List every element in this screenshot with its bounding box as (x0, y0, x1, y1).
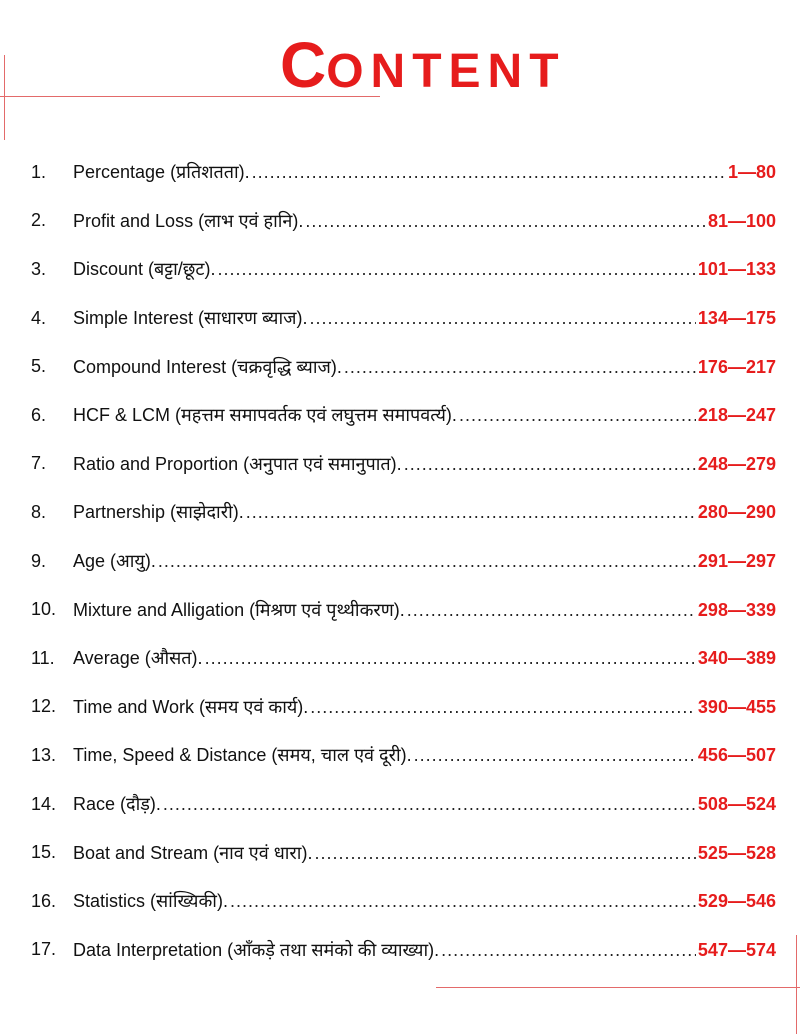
entry-title: Time, Speed & Distance (समय, चाल एवं दूरी). (73, 745, 412, 766)
entry-page-range: 101—133 (697, 259, 776, 280)
toc-entry[interactable] (0, 148, 800, 197)
dot-leader (309, 308, 695, 329)
entry-number: 2. (31, 210, 47, 231)
entry-title: Partnership (साझेदारी). (73, 502, 244, 523)
entry-title: Average (औसत). (73, 648, 203, 669)
entry-title: Percentage (प्रतिशतता). (73, 162, 250, 183)
dot-leader (314, 843, 695, 864)
toc-entry[interactable] (0, 391, 800, 440)
entry-page-range: 218—247 (697, 405, 776, 426)
dot-leader (344, 357, 696, 378)
title-initial: C (280, 29, 327, 101)
toc-entry[interactable] (0, 342, 800, 391)
dot-leader (459, 405, 696, 426)
entry-number: 15. (31, 842, 57, 863)
entry-number: 6. (31, 404, 47, 425)
entry-page-range: 1—80 (727, 162, 776, 183)
toc-entry[interactable] (0, 877, 800, 926)
entry-title: Ratio and Proportion (अनुपात एवं समानुपात). (73, 453, 402, 474)
entry-page-range: 547—574 (697, 939, 776, 960)
dot-leader (163, 794, 696, 815)
entry-number: 8. (31, 501, 47, 522)
toc-entry[interactable] (0, 585, 800, 634)
entry-number: 16. (31, 890, 57, 911)
entry-number: 7. (31, 453, 47, 474)
entry-title: Time and Work (समय एवं कार्य). (73, 696, 309, 717)
toc-entry[interactable] (0, 683, 800, 732)
entry-title: Boat and Stream (नाव एवं धारा). (73, 842, 313, 863)
entry-title: Simple Interest (साधारण ब्याज). (73, 308, 308, 329)
table-of-contents (0, 148, 800, 974)
entry-number: 3. (31, 258, 47, 279)
title-rest: ONTENT (326, 45, 566, 98)
entry-title: Profit and Loss (लाभ एवं हानि). (73, 210, 304, 231)
entry-page-range: 390—455 (697, 696, 776, 717)
toc-entry[interactable] (0, 245, 800, 294)
entry-number: 9. (31, 550, 47, 571)
entry-number: 12. (31, 696, 57, 717)
entry-number: 17. (31, 939, 57, 960)
toc-entry[interactable] (0, 926, 800, 975)
dot-leader (217, 259, 695, 280)
entry-page-range: 280—290 (697, 502, 776, 523)
entry-title: Discount (बट्टा/छूट). (73, 259, 216, 280)
toc-entry[interactable] (0, 780, 800, 829)
dot-leader (404, 454, 696, 475)
toc-entry[interactable] (0, 197, 800, 246)
entry-number: 1. (31, 161, 47, 182)
dot-leader (158, 551, 696, 572)
dot-leader (252, 162, 726, 183)
toc-entry[interactable] (0, 440, 800, 489)
dot-leader (230, 891, 696, 912)
decorative-line-left (4, 55, 5, 140)
entry-title: Mixture and Alligation (मिश्रण एवं पृथ्थीकरण). (73, 599, 405, 620)
entry-page-range: 529—546 (697, 891, 776, 912)
entry-page-range: 291—297 (697, 551, 776, 572)
dot-leader (205, 648, 696, 669)
entry-title: Race (दौड़). (73, 794, 161, 815)
entry-title: Data Interpretation (आँकड़े तथा समंको की व्याख्या). (73, 939, 440, 960)
entry-page-range: 508—524 (697, 794, 776, 815)
toc-entry[interactable] (0, 828, 800, 877)
dot-leader (246, 502, 696, 523)
entry-page-range: 456—507 (697, 745, 776, 766)
entry-title: Statistics (सांख्यिकी). (73, 891, 228, 912)
entry-title: Age (आयु). (73, 551, 156, 572)
entry-title: HCF & LCM (महत्तम समापवर्तक एवं लघुत्तम समापवर्त्य). (73, 405, 457, 426)
entry-page-range: 525—528 (697, 842, 776, 863)
entry-page-range: 298—339 (697, 599, 776, 620)
entry-number: 13. (31, 744, 57, 765)
dot-leader (407, 600, 696, 621)
dot-leader (310, 697, 696, 718)
entry-page-range: 340—389 (697, 648, 776, 669)
toc-entry[interactable] (0, 537, 800, 586)
toc-entry[interactable] (0, 488, 800, 537)
entry-number: 14. (31, 793, 57, 814)
dot-leader (305, 211, 706, 232)
decorative-line-bottom (436, 987, 800, 988)
entry-number: 11. (31, 647, 55, 668)
toc-entry[interactable] (0, 294, 800, 343)
entry-page-range: 176—217 (697, 356, 776, 377)
entry-title: Compound Interest (चक्रवृद्धि ब्याज). (73, 356, 342, 377)
entry-page-range: 81—100 (707, 210, 776, 231)
page-title (280, 28, 566, 102)
toc-entry[interactable] (0, 634, 800, 683)
entry-number: 4. (31, 307, 47, 328)
dot-leader (441, 940, 696, 961)
entry-number: 10. (31, 599, 57, 620)
entry-page-range: 248—279 (697, 453, 776, 474)
dot-leader (414, 745, 696, 766)
entry-number: 5. (31, 356, 47, 377)
toc-entry[interactable] (0, 731, 800, 780)
entry-page-range: 134—175 (697, 308, 776, 329)
